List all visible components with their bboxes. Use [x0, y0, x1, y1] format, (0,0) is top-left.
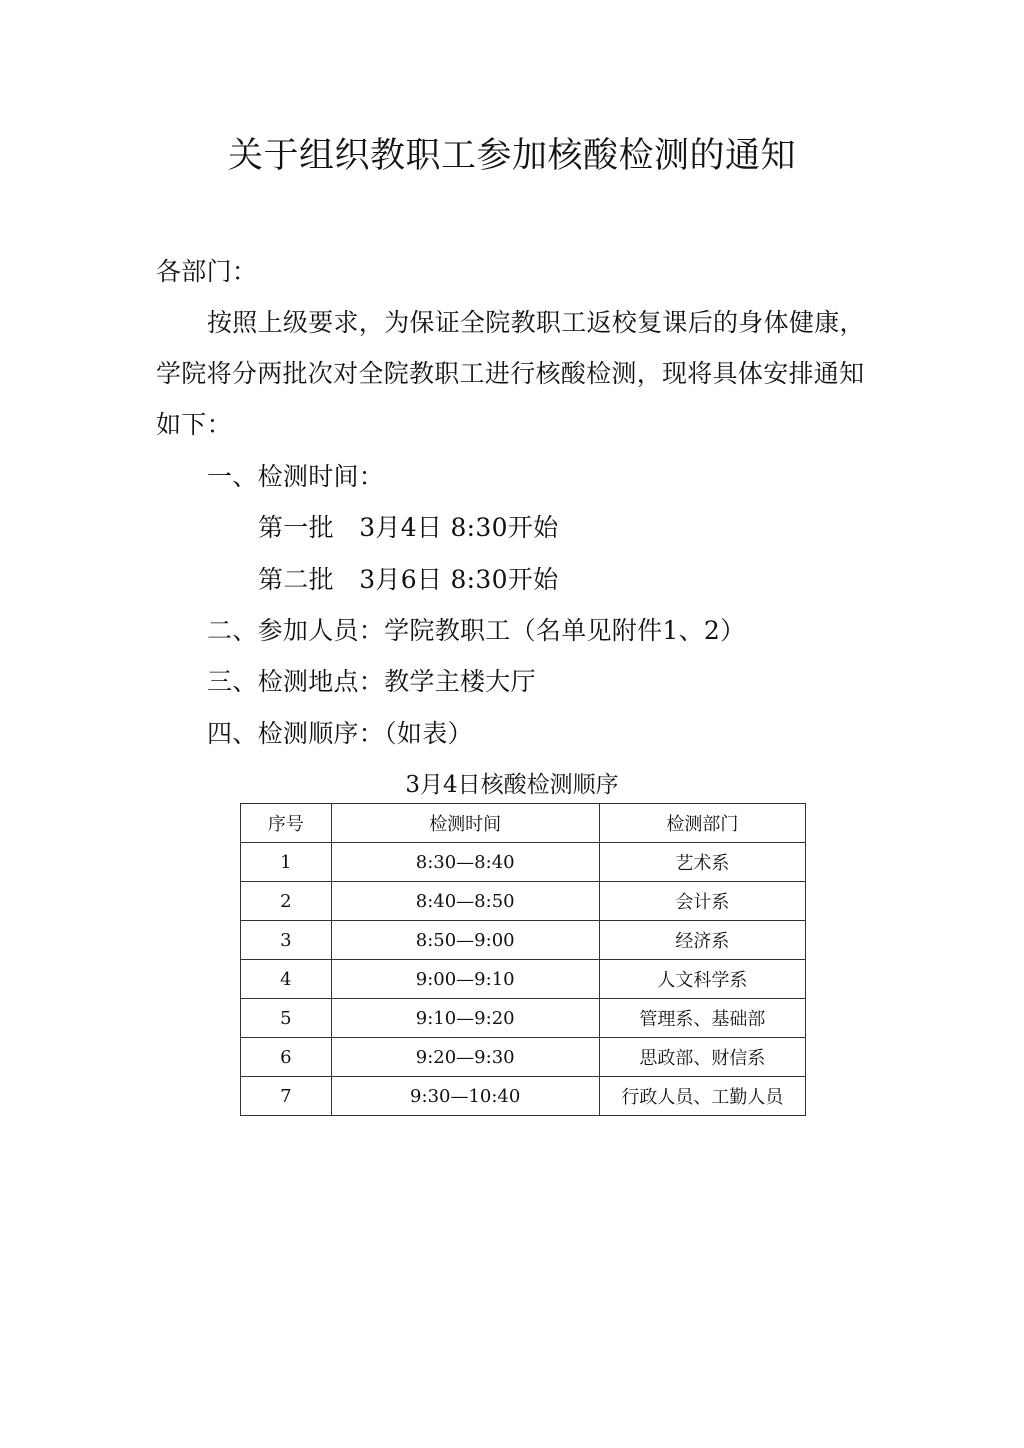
item-participants: 二、参加人员：学院教职工（名单见附件1、2）	[207, 616, 746, 645]
header-department: 检测部门	[599, 804, 805, 843]
cell-index: 3	[241, 921, 332, 960]
item-location: 三、检测地点：教学主楼大厅	[207, 667, 536, 696]
table-row	[241, 999, 806, 1038]
cell-department: 会计系	[599, 882, 805, 921]
table-header-row	[241, 804, 806, 843]
table-row	[241, 1077, 806, 1116]
cell-time: 9:10—9:20	[331, 999, 599, 1038]
table-row	[241, 843, 806, 882]
cell-time: 9:20—9:30	[331, 1038, 599, 1077]
cell-index: 2	[241, 882, 332, 921]
cell-department: 行政人员、工勤人员	[599, 1077, 805, 1116]
cell-index: 6	[241, 1038, 332, 1077]
table-row	[241, 1038, 806, 1077]
cell-time: 9:00—9:10	[331, 960, 599, 999]
table-row	[241, 960, 806, 999]
batch-2: 第二批 3月6日 8:30开始	[258, 565, 559, 594]
header-index: 序号	[241, 804, 332, 843]
cell-department: 经济系	[599, 921, 805, 960]
cell-department: 艺术系	[599, 843, 805, 882]
cell-time: 9:30—10:40	[331, 1077, 599, 1116]
cell-department: 人文科学系	[599, 960, 805, 999]
cell-index: 7	[241, 1077, 332, 1116]
cell-index: 5	[241, 999, 332, 1038]
cell-department: 思政部、财信系	[599, 1038, 805, 1077]
header-time: 检测时间	[331, 804, 599, 843]
table-caption: 3月4日核酸检测顺序	[405, 772, 619, 798]
cell-index: 1	[241, 843, 332, 882]
batch-1: 第一批 3月4日 8:30开始	[258, 513, 559, 542]
document-title: 关于组织教职工参加核酸检测的通知	[227, 136, 796, 176]
cell-index: 4	[241, 960, 332, 999]
paragraph-line-1: 按照上级要求，为保证全院教职工返校复课后的身体健康，	[207, 308, 865, 337]
cell-time: 8:30—8:40	[331, 843, 599, 882]
salutation: 各部门：	[156, 257, 258, 286]
cell-time: 8:40—8:50	[331, 882, 599, 921]
table-row	[241, 882, 806, 921]
cell-department: 管理系、基础部	[599, 999, 805, 1038]
schedule-table	[240, 803, 806, 1116]
table-row	[241, 921, 806, 960]
cell-time: 8:50—9:00	[331, 921, 599, 960]
paragraph-line-2: 学院将分两批次对全院教职工进行核酸检测，现将具体安排通知	[156, 359, 865, 388]
paragraph-line-3: 如下：	[156, 410, 232, 439]
item-detection-time: 一、检测时间：	[207, 462, 385, 491]
item-order: 四、检测顺序：（如表）	[207, 719, 473, 748]
